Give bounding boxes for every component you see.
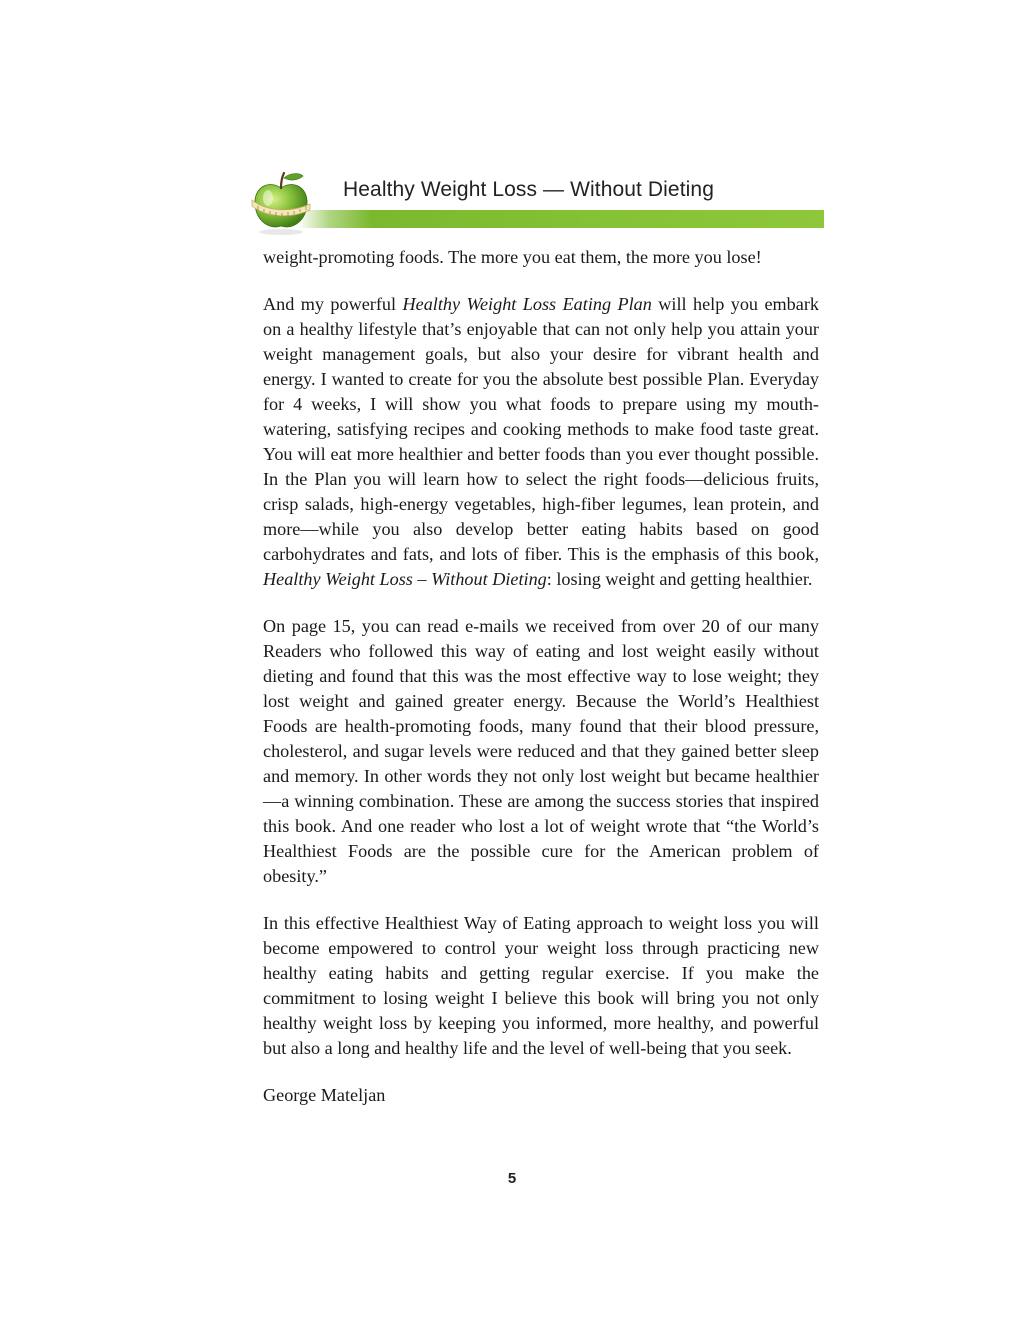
- paragraph-reader-stories: On page 15, you can read e-mails we received from over 20 of our many Readers who followed this way of eating and lost weight easily without dieting and found that this was the most effective way to lose weight; they lost weight and gained greater energy. Because the World’s Healthiest Foods are health-promoting foods, many found that their blood pressure, cholesterol, and sugar levels were reduced and that they gained better sleep and memory. In other words they not only lost weight but became healthier—a winning combination. These are among the success stories that inspired this book. And one reader who lost a lot of weight wrote that “the World’s Healthiest Foods are the possible cure for the American problem of obesity.”: [263, 616, 819, 886]
- paragraph-eating-plan: [263, 292, 819, 592]
- book-plan-title: Healthy Weight Loss Eating Plan: [402, 294, 652, 314]
- paragraph-text: And my powerful: [263, 294, 403, 314]
- header-accent-bar: [298, 210, 824, 228]
- apple-icon: [248, 170, 314, 236]
- paragraph-approach: In this effective Healthiest Way of Eating approach to weight loss you will become empowered to control your weight loss through practicing new healthy eating habits and getting regular exercise. If you make the commitment to losing weight I believe this book will bring you not only healthy weight loss by keeping you informed, more healthy, and powerful but also a long and healthy life and the level of well-being that you seek.: [263, 913, 819, 1058]
- paragraph-continuation: weight-promoting foods. The more you eat them, the more you lose!: [263, 247, 762, 267]
- running-header-title: Healthy Weight Loss — Without Dieting: [343, 178, 714, 201]
- page-number: 5: [507, 1170, 517, 1187]
- page-header: [248, 168, 824, 234]
- paragraph-text: : losing weight and getting healthier.: [546, 569, 813, 589]
- book-title: Healthy Weight Loss – Without Dieting: [263, 569, 547, 589]
- page-body: [263, 245, 819, 1130]
- author-signature: George Mateljan: [263, 1085, 386, 1105]
- paragraph-text: will help you embark on a healthy lifestyle that’s enjoyable that can not only help you attain your weight management goals, but also your desire for vibrant health and energy. I wanted to create for you the absolute best possible Plan. Everyday for 4 weeks, I will show you what foods to prepare using my mouth-watering, satisfying recipes and cooking methods to make food taste great. You will eat more healthier and better foods than you ever thought possible. In the Plan you will learn how to select the right foods—delicious fruits, crisp salads, high-energy vegetables, high-fiber legumes, lean protein, and more—while you also develop better eating habits based on good carbohydrates and fats, and lots of fiber. This is the emphasis of this book,: [263, 294, 819, 564]
